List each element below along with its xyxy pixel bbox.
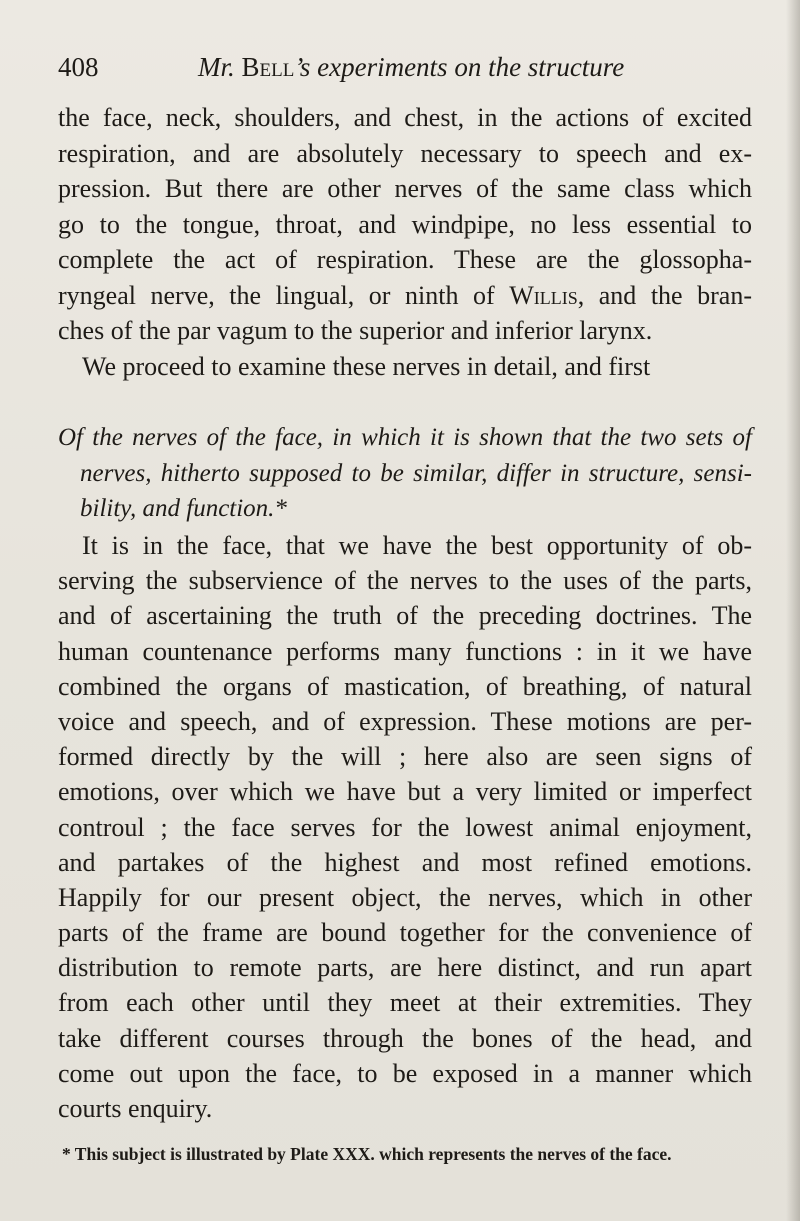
text-line: from each other until they meet at their extremities. They xyxy=(58,988,752,1018)
text-line: the face, neck, shoulders, and chest, in the actions of excited xyxy=(58,103,752,132)
page-number: 408 xyxy=(58,52,99,82)
text-line: controul ; the face serves for the lowest animal enjoyment, xyxy=(58,812,752,842)
author-name-willis: Willis xyxy=(509,280,578,310)
text-line: serving the subservience of the nerves to the uses of the parts, xyxy=(58,566,752,596)
text-line-willis xyxy=(58,278,752,314)
text-line: formed directly by the will ; here also are seen signs of xyxy=(58,742,752,772)
text-line: and of ascertaining the truth of the preceding doctrines. The xyxy=(58,601,752,631)
text-line: combined the organs of mastication, of breathing, of natural xyxy=(58,671,752,701)
text-line-proceed: We proceed to examine these nerves in detail, and first xyxy=(82,351,651,381)
section-title xyxy=(58,420,752,527)
text-line: voice and speech, and of expression. These motions are per- xyxy=(58,706,752,736)
text-line: distribution to remote parts, are here distinct, and run apart xyxy=(58,953,752,983)
text-line: complete the act of respiration. These are the glossopha- xyxy=(58,245,752,274)
title-line: nerves, hitherto supposed to be similar, differ in structure, sensi- xyxy=(80,459,752,487)
text-line: and partakes of the highest and most refined emotions. xyxy=(58,847,752,877)
text-line: parts of the frame are bound together for the convenience of xyxy=(58,918,752,948)
text-line: It is in the face, that we have the best opportunity of ob- xyxy=(82,531,752,560)
text-line: go to the tongue, throat, and windpipe, no less essential to xyxy=(58,209,752,239)
text-segment: , and the bran- xyxy=(577,280,752,310)
text-line: pression. But there are other nerves of the same class which xyxy=(58,174,752,203)
text-line: Happily for our present object, the nerves, which in other xyxy=(58,882,752,912)
page-header xyxy=(58,52,748,92)
running-head xyxy=(198,52,624,83)
title-line: bility, and function.* xyxy=(80,495,287,522)
text-line: courts enquiry. xyxy=(58,1094,213,1123)
title-line: Of the nerves of the face, in which it is shown that the two sets of xyxy=(58,424,752,451)
page-edge-shadow xyxy=(786,0,800,1221)
running-head-suffix: ’s experiments on the structure xyxy=(294,52,625,82)
footnote: * This subject is illustrated by Plate XXX. which represents the nerves of the face. xyxy=(62,1144,672,1164)
text-line: human countenance performs many functions : in it we have xyxy=(58,636,752,666)
text-line: take different courses through the bones of the head, and xyxy=(58,1023,752,1053)
paragraph-2 xyxy=(58,528,752,1126)
running-head-prefix: Mr. xyxy=(198,52,242,82)
running-head-name: Bell xyxy=(241,52,295,82)
text-segment: ryngeal nerve, the lingual, or ninth of xyxy=(58,280,510,310)
text-line: ches of the par vagum to the superior and inferior larynx. xyxy=(58,316,653,345)
text-line: emotions, over which we have but a very limited or imperfect xyxy=(58,777,752,807)
text-line: respiration, and are absolutely necessary to speech and ex- xyxy=(58,138,752,168)
text-line: come out upon the face, to be exposed in a manner which xyxy=(58,1058,752,1088)
paragraph-1 xyxy=(58,100,752,384)
